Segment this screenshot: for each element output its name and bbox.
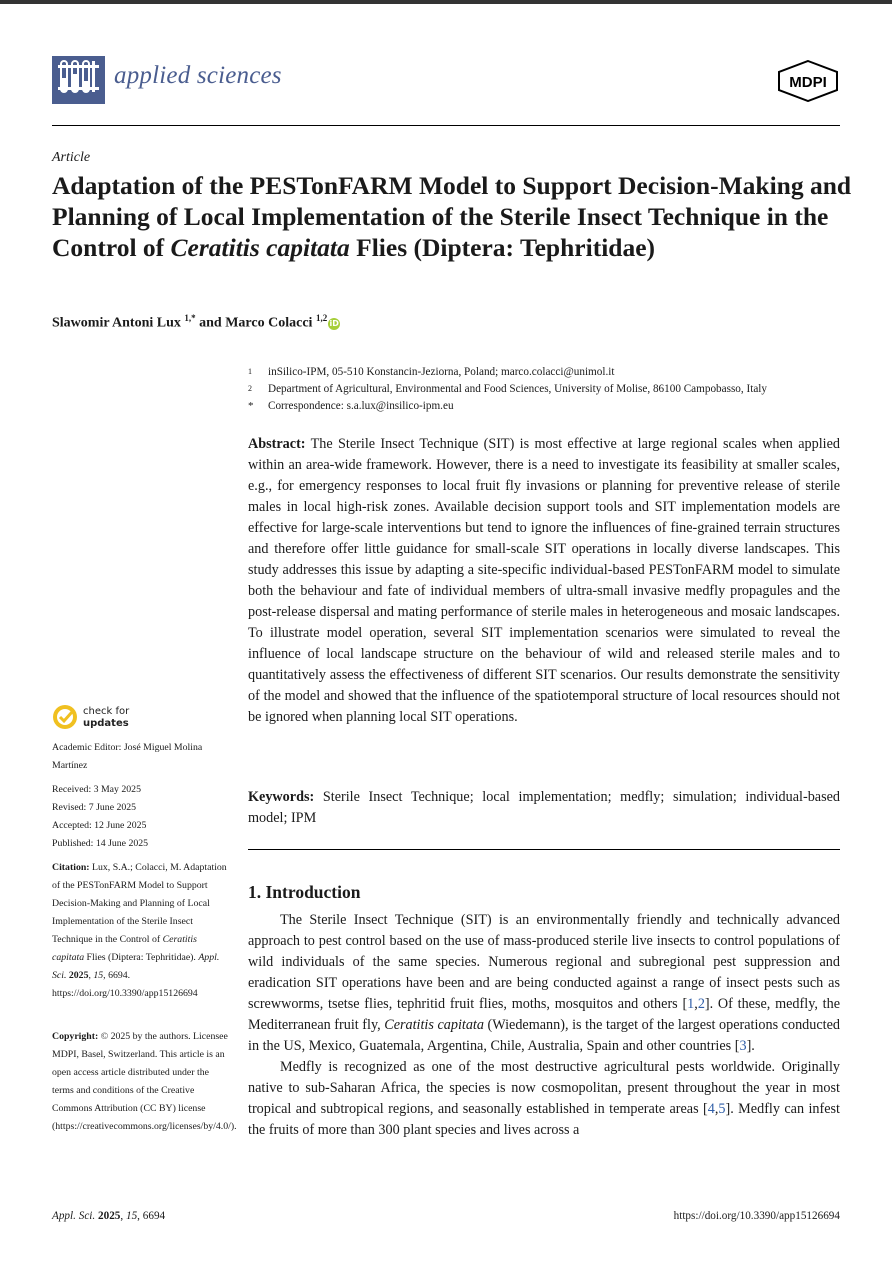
check-updates-icon — [52, 704, 78, 730]
correspondence-marker: * — [248, 400, 254, 412]
author-list — [52, 313, 340, 332]
citation-link[interactable]: 5 — [718, 1101, 726, 1117]
affiliations — [248, 364, 848, 415]
revised-date: Revised: 7 June 2025 — [52, 802, 137, 813]
mdpi-logo — [776, 60, 840, 102]
citation-label: Citation: — [52, 862, 90, 873]
citation-link[interactable]: 1 — [687, 996, 695, 1012]
keywords — [248, 787, 840, 829]
paragraph-1 — [248, 910, 840, 1057]
footer-doi-link[interactable]: https://doi.org/10.3390/app15126694 — [673, 1210, 840, 1222]
introduction-body — [248, 910, 840, 1141]
section-heading-introduction: 1. Introduction — [248, 882, 361, 902]
citation-species: Ceratitis capitata — [52, 934, 197, 963]
citation-text: Flies (Diptera: Tephritidae). — [84, 952, 199, 963]
article-title — [52, 170, 852, 263]
top-border — [0, 0, 892, 4]
copyright-text: © 2025 by the authors. Licensee MDPI, Basel, Switzerland. This article is an open access article distributed under the terms and conditions of the Creative Commons Attribution (CC BY) license (https://creativecommons.org/licenses/by/4.0/). — [52, 1031, 237, 1132]
citation-link[interactable]: 3 — [739, 1038, 747, 1054]
copyright-block — [52, 1028, 237, 1136]
published-date: Published: 14 June 2025 — [52, 838, 149, 849]
footer-journal: Appl. Sci. — [52, 1210, 96, 1222]
abstract-label: Abstract: — [248, 436, 306, 452]
header-divider — [52, 125, 840, 126]
text-run: , — [714, 1101, 719, 1117]
affiliation-marker: 2 — [248, 384, 252, 393]
copyright-label: Copyright: — [52, 1031, 99, 1042]
article-type: Article — [52, 150, 91, 165]
accepted-date: Accepted: 12 June 2025 — [52, 820, 147, 831]
correspondence — [248, 398, 848, 415]
paragraph-2 — [248, 1057, 840, 1141]
text-run: ]. Of these, medfly, the Mediterranean fruit fly, — [248, 996, 840, 1033]
check-for-updates-button[interactable] — [52, 704, 162, 734]
abstract — [248, 434, 840, 728]
affiliation-text: inSilico-IPM, 05-510 Konstancin-Jeziorna, Poland; marco.colacci@unimol.it — [268, 366, 615, 378]
affiliation-marker: 1 — [248, 367, 252, 376]
citation-volume: 15 — [93, 970, 104, 981]
correspondence-text: Correspondence: s.a.lux@insilico-ipm.eu — [268, 400, 454, 412]
species-name: Ceratitis capitata — [384, 1017, 484, 1033]
title-part1: Adaptation of the PESTonFARM Model to Support Decision-Making and Planning of Local Implementation of the Sterile Insect Technique in the Control of — [52, 171, 852, 262]
keywords-text: Sterile Insect Technique; local implementation; medfly; simulation; individual-based model; IPM — [248, 789, 840, 826]
citation-doi[interactable]: , 6694. https://doi.org/10.3390/app15126694 — [52, 970, 198, 999]
footer-year: 2025 — [98, 1210, 121, 1222]
mdpi-logo-text: MDPI — [789, 74, 827, 91]
publication-dates — [52, 781, 230, 853]
keywords-label: Keywords: — [248, 789, 315, 805]
author-conjunction: and — [199, 315, 222, 331]
text-run: (Wiedemann), is the target of the largest operations conducted in the US, Mexico, Guatemala, Argentina, Chile, Australia, Spain and other countries [ — [248, 1017, 840, 1054]
affiliation-1 — [248, 364, 848, 381]
text-run: Medfly is recognized as one of the most destructive agricultural pests worldwide. Originally native to sub-Saharan Africa, the species is now cosmopolitan, present throughout the year in most tropical and subtropical regions, and seasonally established in temperate areas [ — [248, 1059, 840, 1117]
journal-header — [52, 56, 840, 106]
footer-citation: Appl. Sci. 2025, 15, 6694 — [52, 1210, 166, 1222]
affiliation-2 — [248, 381, 848, 398]
check-updates-line1: check for — [83, 706, 130, 717]
author-1-affiliation: 1,* — [184, 313, 196, 323]
journal-logo-icon — [52, 56, 105, 104]
affiliation-text: Department of Agricultural, Environmental and Food Sciences, University of Molise, 86100 Campobasso, Italy — [268, 383, 767, 395]
abstract-text: The Sterile Insect Technique (SIT) is most effective at large regional scales when applied within an area-wide framework. However, there is a need to investigate its feasibility at smaller scales, e.g., for emergency responses to local fruit fly invasions or planning for preventive release of sterile males in local high-risk zones. Available decision support tools and SIT implementation models are effective for large-scale interventions but tend to ignore the influences of fine-grained terrain structures and therefore offer little guidance for small-scale SIT operations in locally diverse landscapes. This study addresses this issue by adapting a site-specific individual-based PESTonFARM model to simulate both the behaviour and fate of individual members of ultra-small invasive medfly propagules and the post-release dispersal and mating performance of sterile males in heterogeneous and mosaic landscapes. To illustrate model operation, several SIT implementation scenarios were simulated to reveal the influence of local landscape structure on the behaviour of wild and released sterile males and to quantitatively assess the effectiveness of different SIT scenarios. Our results demonstrate the sensitivity of the model and showed that the influence of the spatiotemporal structure of local resources should not be ignored when planning local SIT operations. — [248, 436, 841, 725]
journal-name: applied sciences — [114, 62, 282, 89]
citation-year: 2025 — [68, 970, 89, 981]
citation-text: Lux, S.A.; Colacci, M. Adaptation of the PESTonFARM Model to Support Decision-Making and Planning of Local Implementation of the Sterile Insect Technique in the Control of — [52, 862, 227, 945]
text-run: ]. — [746, 1038, 755, 1054]
text-run: The Sterile Insect Technique (SIT) is an environmentally friendly and technically advanced approach to pest control based on the use of mass-produced sterile live insects to control populations of wild individuals of the same species. Numerous regional and subregional pest suppression and eradication SIT operations have been and are being conducted against a range of insect pests such as screwworms, tsetse flies, tephritid fruit flies, moths, mosquitos and others [ — [248, 912, 840, 1012]
author-2[interactable]: Marco Colacci — [225, 315, 313, 331]
check-updates-line2: updates — [83, 718, 129, 729]
citation-block: Citation: Lux, S.A.; Colacci, M. Adaptation of the PESTonFARM Model to Support Decision-Making and Planning of Local Implementation of the Sterile Insect Technique in the Control of Ceratitis capitata Flies (Diptera: Tephritidae). Appl. Sci. 2025, 15, 6694. https://doi.org/10.3390/app15126694 — [52, 862, 227, 999]
title-part2: Flies (Diptera: Tephritidae) — [349, 233, 656, 262]
keywords-divider — [248, 849, 840, 850]
title-species: Ceratitis capitata — [170, 233, 350, 262]
author-1[interactable]: Slawomir Antoni Lux — [52, 315, 181, 331]
text-run: , — [694, 996, 698, 1012]
footer-volume: 15 — [125, 1210, 138, 1222]
text-run: ]. Medfly can infest the fruits of more than 300 plant species and lives across a — [248, 1101, 840, 1138]
citation-link[interactable]: 2 — [697, 996, 705, 1012]
orcid-icon[interactable]: iD — [329, 318, 339, 328]
citation-link[interactable]: 4 — [707, 1101, 715, 1117]
footer-article-number: , 6694 — [137, 1210, 166, 1222]
received-date: Received: 3 May 2025 — [52, 784, 141, 795]
author-2-affiliation: 1,2 — [315, 313, 328, 323]
citation-journal: Appl. Sci. — [52, 952, 220, 981]
academic-editor: Academic Editor: José Miguel Molina Martínez — [52, 742, 203, 771]
